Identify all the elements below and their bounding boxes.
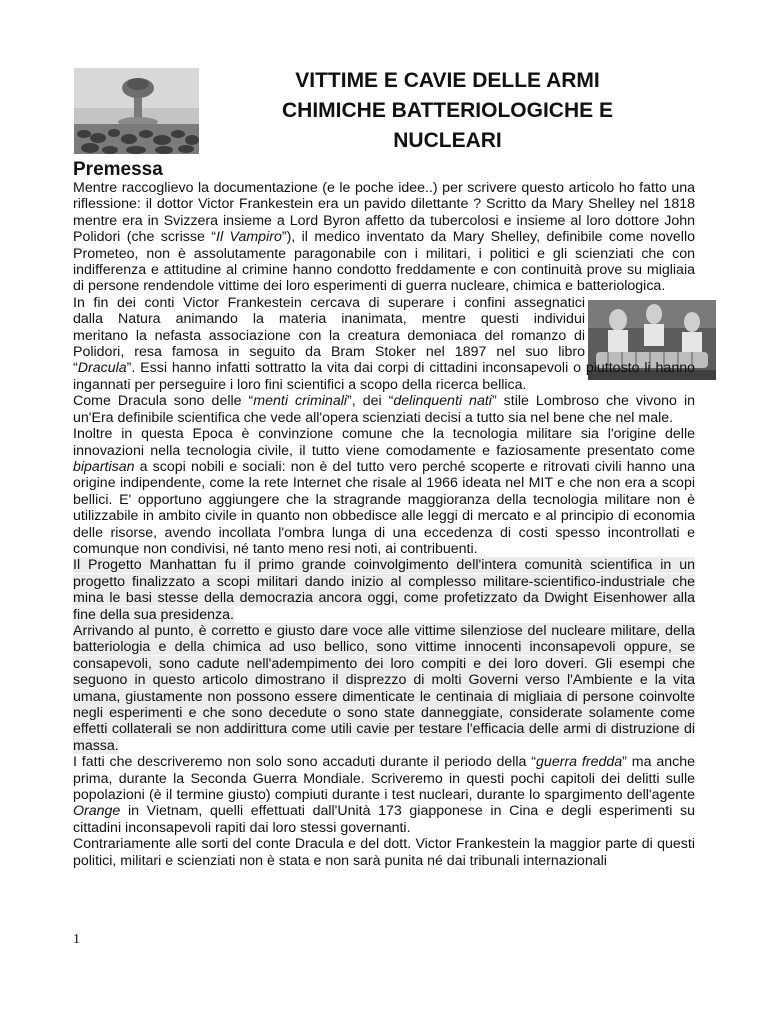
section-heading: Premessa: [73, 159, 163, 180]
p2-line-2: dalla Natura animando la materia inanimata, mentre questi individui: [73, 311, 585, 328]
p7-italic-guerra-fredda: guerra fredda: [536, 754, 623, 771]
paragraph-3: [73, 393, 695, 426]
page-number: 1: [73, 932, 80, 947]
article-title: [225, 66, 670, 156]
p2-line-4: Polidori, resa famosa in seguito da Bram Stoker nel 1897 nel suo libro: [73, 344, 585, 361]
paragraph-2: [73, 295, 695, 393]
title-line-2: CHIMICHE BATTERIOLOGICHE E: [282, 99, 613, 122]
p2-text-b: ”. Essi hanno infatti sottratto la vita dai corpi di cittadini inconsapevoli o piuttosto li hanno ingannati per perseguire i loro fini scientifici a scopo della ricerca bellica.: [73, 360, 695, 393]
title-line-1: VITTIME E CAVIE DELLE ARMI: [295, 69, 600, 92]
p7-text-c: in Vietnam, quelli effettuati dall'Unità 173 giapponese in Cina e degli esperimenti su cittadini inconsapevoli rapiti dai loro stessi governanti.: [73, 803, 695, 836]
title-line-3: NUCLEARI: [393, 129, 502, 152]
paragraph-6: [73, 623, 695, 754]
p4-text-a: Inoltre in questa Epoca è convinzione comune che la tecnologia militare sia l'origine delle innovazioni nella tecnologia civile, il tutto viene comodamente e faziosamente presentato come: [73, 426, 695, 459]
p3-text-c: ” stile Lombroso che vivono in un'Era definibile scientifica che vede all'opera scienziati decisi a tutto sia nel bene che nel male.: [73, 393, 696, 426]
mushroom-cloud-image: [74, 68, 199, 154]
p4-italic-bipartisan: bipartisan: [73, 458, 135, 475]
article-body: [73, 180, 695, 869]
p2-italic-dracula: Dracula: [77, 360, 127, 377]
mushroom-cloud-photo: [74, 68, 199, 154]
p7-text-a: I fatti che descriveremo non solo sono accaduti durante il periodo della “: [73, 754, 537, 771]
p5-text: Il Progetto Manhattan fu il primo grande coinvolgimento dell'intera comunità scientifica in un progetto finalizzato a scopi militari dando inizio al complesso militare-scientifico-industriale che mina le basi stesse della democrazia ancora oggi, come profetizzato da Dwight Eisenhower alla fine della sua presidenza.: [73, 557, 695, 623]
p3-text-a: Come Dracula sono delle “: [73, 393, 254, 410]
p2-line-1: In fin dei conti Victor Frankestein cercava di superare i confini assegnatici: [73, 294, 585, 311]
paragraph-4: [73, 426, 695, 557]
p8-text: Contrariamente alle sorti del conte Dracula e del dott. Victor Frankestein la maggior parte di questi politici, militari e scienziati non è stata e non sarà punita né dai tribunali internazionali: [73, 836, 695, 869]
paragraph-7: [73, 754, 695, 836]
paragraph-5: [73, 557, 695, 623]
p3-text-b: ”, dei “: [347, 393, 394, 410]
p1-text-a: Mentre raccoglievo la documentazione (e le poche idee..) per scrivere questo articolo ho fatto una riflessione: il dottor Victor Frankestein era un pavido dilettante ? Scritto da Mary Shelley nel 1818 mentre era in Svizzera insieme a Lord Byron affetto da tubercolosi e insieme al loro dottore John Polidori (che scrisse “: [73, 180, 695, 246]
p7-italic-orange: Orange: [73, 803, 121, 820]
p6-text: Arrivando al punto, è corretto e giusto dare voce alle vittime silenziose del nucleare militare, della batteriologia e della chimica ad uso bellico, sono vittime innocenti inconsapevoli oppure, se consapevoli, sono cadute nell'adempimento dei loro compiti e dei loro doveri. Gli esempi che seguono in questo articolo dimostrano il disprezzo di molti Governi verso l'Ambiente e la vita umana, giustamente non possono essere dimenticate le centinaia di migliaia di persone coinvolte negli esperimenti e che sono decedute o sono state danneggiate, considerate solamente come effetti collaterali se non addirittura come utili cavie per testare l'efficacia delle armi di distruzione di massa.: [73, 622, 695, 754]
paragraph-1: [73, 180, 695, 295]
p1-italic-il-vampiro: Il Vampiro: [216, 229, 282, 246]
p1-text-b: ”), il medico inventato da Mary Shelley, definibile come novello Prometeo, non è assolutamente paragonabile con i militari, i politici e gli scienziati che con indifferenza e attitudine al crimine hanno condotto freddamente e con continuità prove su migliaia di persone rendendole vittime dei loro esperimenti di guerra nucleare, chimica e batteriologica.: [73, 229, 695, 295]
p3-italic-delinquenti-nati: delinquenti nati: [393, 393, 492, 410]
p2-text-a: “: [73, 360, 78, 377]
p2-line-3: meritano la nefasta associazione con la creatura demoniaca del romanzo di: [73, 327, 585, 344]
p4-text-b: a scopi nobili e sociali: non è del tutto vero perché scoperte e ritrovati civili hanno una origine indipendente, come la rete Internet che risale al 1966 ideata nel MIT e che non era a scopi bellici. E' opportuno aggiungere che la stragrande maggioranza della tecnologia militare non è utilizzabile in ambito civile in quanto non obbedisce alle leggi di mercato e al principio di economia delle risorse, avendo incollata l'ombra lunga di una eccedenza di costi spesso incontrollati e comunque non condivisi, né tanto meno resi noti, ai contribuenti.: [73, 458, 695, 557]
p3-italic-menti-criminali: menti criminali: [253, 393, 348, 410]
paragraph-8: [73, 836, 695, 869]
p7-text-b: ” ma anche prima, durante la Seconda Guerra Mondiale. Scriveremo in questi pochi capitoli dei delitti sulle popolazioni (è il termine giusto) compiuti durante i test nucleari, durante lo spargimento dell'agente: [73, 754, 695, 804]
